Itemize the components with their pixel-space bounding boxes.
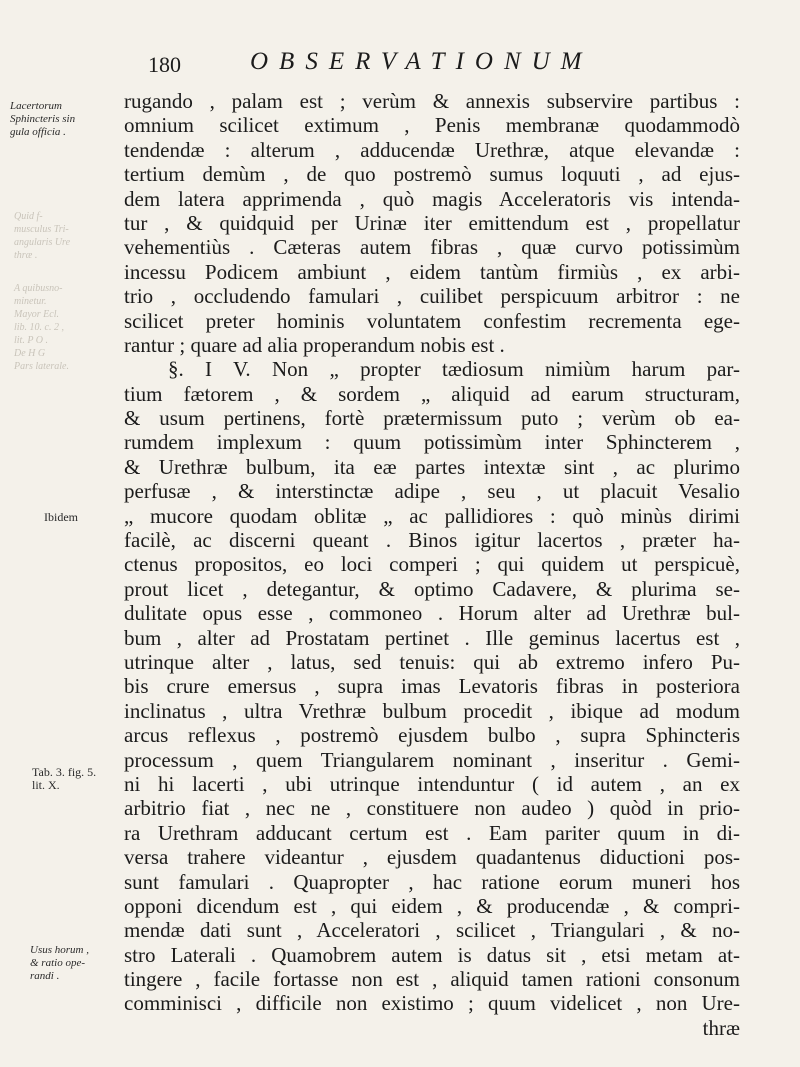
text-line: rugando , palam est ; verùm & annexis subservire partibus : (124, 89, 740, 113)
text-line: rantur ; quare ad alia properandum nobis est . (124, 332, 505, 357)
text-line: utrinque alter , latus, sed tenuis: qui ab extremo infero Pu- (124, 649, 740, 674)
text-line: bum , alter ad Prostatam pertinet . Ille geminus lacertus est , (124, 625, 740, 650)
text-line: dulitate opus esse , commoneo . Horum alter ad Urethræ bul- (124, 601, 740, 626)
text-line: & Urethræ bulbum, ita eæ partes intextæ sint , ac plurimo (124, 454, 740, 479)
text-line: versa trahere videantur , ejusdem quadantenus diductioni pos- (124, 845, 740, 870)
text-line: mendæ dati sunt , Acceleratori , scilicet , Triangulari , & no- (124, 918, 740, 943)
text-line: ra Urethram adducant certum est . Eam pariter quum in di- (124, 820, 740, 845)
text-line: ni hi lacerti , ubi utrinque intenduntur ( id autem , an ex (124, 771, 740, 796)
bleed-through-note-1: Quid f- musculus Tri- angularis Ure thræ . (14, 211, 71, 261)
text-line: sunt famulari . Quapropter , hac ratione eorum muneri hos (124, 869, 740, 894)
catchword: thræ (702, 1015, 740, 1040)
text-line: incessu Podicem ambiunt , eidem tantùm firmiùs , ex arbi- (124, 259, 740, 284)
text-line: facilè, ac discerni queant . Binos igitur lacertos , præter ha- (124, 528, 740, 553)
text-line: perfusæ , & interstinctæ adipe , seu , ut placuit Vesalio (124, 479, 740, 504)
text-line: processum , quem Triangularem nominant , inseritur . Gemi- (124, 747, 740, 772)
text-line: rumdem implexum : quum potissimùm inter Sphincterem , (124, 430, 740, 455)
section-heading-line: §. I V. Non „ propter tædiosum nimiùm harum par- (168, 357, 740, 382)
text-line: dem latera apprimenda , quò magis Acceleratoris vis intenda- (124, 186, 740, 211)
body-text (124, 89, 740, 1040)
text-line: stro Laterali . Quamobrem autem is datus sit , etsi metam at- (124, 942, 740, 967)
running-title: OBSERVATIONUM (250, 48, 593, 75)
text-line: & usum pertinens, fortè prætermissum puto ; verùm ob ea- (124, 406, 740, 431)
margin-note-lacertorum: Lacertorum Sphincteris sin gula officia . (10, 100, 76, 138)
margin-note-tab: Tab. 3. fig. 5. lit. X. (32, 765, 97, 792)
text-line: scilicet preter hominis voluntatem confestim recrementa ege- (124, 308, 740, 333)
margin-note-usus: Usus horum , & ratio ope- randi . (30, 944, 89, 982)
text-line: tium fætorem , & sordem „ aliquid ad earum structuram, (124, 381, 740, 406)
text-line: ctenus propositos, eo loci comperi ; qui quidem ut perspicuè, (124, 552, 740, 577)
text-line: tertium demùm , de quo postremò sumus loquuti , ad ejus- (124, 162, 740, 187)
text-line: „ mucore quodam oblitæ „ ac pallidiores : quò minùs dirimi (124, 503, 740, 528)
text-line: opponi dicendum est , qui eidem , & producendæ , & compri- (124, 893, 740, 918)
bleed-through-note-2: A quibusno- minetur. Mayor Ecl. lib. 10. c. 2 , lit. P O . De H G Pars laterale. (14, 283, 69, 372)
text-line: comminisci , difficile non existimo ; quum videlicet , non Ure- (124, 991, 740, 1016)
text-line: bis crure emersus , supra imas Levatoris fibras in posteriora (124, 674, 740, 699)
page-number: 180 (148, 52, 181, 77)
text-line: prout licet , detegantur, & optimo Cadavere, & plurima se- (124, 576, 740, 601)
text-line: omnium scilicet extimum , Penis membranæ quodammodò (124, 113, 740, 138)
text-line: tendendæ : alterum , adducendæ Urethræ, atque elevandæ : (124, 137, 740, 162)
margin-note-ibidem: Ibidem (44, 510, 78, 524)
page-header (148, 48, 760, 82)
text-line: tingere , facile fortasse non est , aliquid tamen rationi consonum (124, 967, 740, 992)
text-line: trio , occludendo famulari , cuilibet perspicuum arbitror : ne (124, 284, 740, 309)
text-line: vehementiùs . Cæteras autem fibras , quæ curvo potissimùm (124, 235, 740, 260)
text-line: tur , & quidquid per Urinæ iter emittendum est , propellatur (124, 210, 740, 235)
text-line: arcus reflexus , postremò ejusdem bulbo , supra Sphincteris (124, 723, 740, 748)
text-line: inclinatus , ultra Vrethræ bulbum procedit , ibique ad modum (124, 698, 740, 723)
text-line: arbitrio fiat , nec ne , constituere non audeo ) quòd in prio- (124, 796, 740, 821)
